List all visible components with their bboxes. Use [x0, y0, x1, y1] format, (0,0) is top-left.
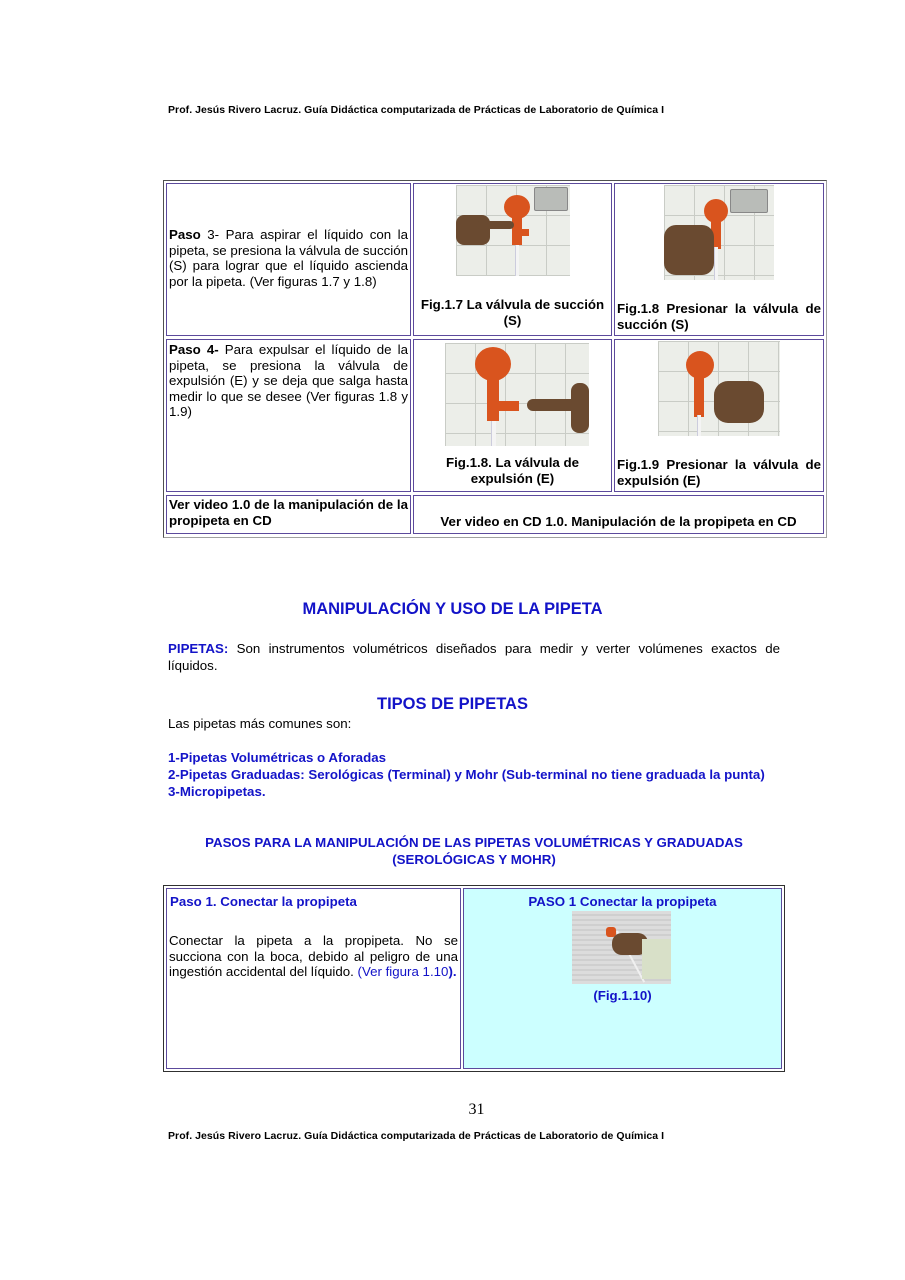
fig-1-9-cell [614, 339, 824, 492]
paso1-description [167, 932, 460, 981]
paso1-text: Conectar la pipeta a la propipeta. No se succiona con la boca, debido al peligro de una ingestión accidental del líquido. [169, 933, 458, 979]
fig-1-10-caption: (Fig.1.10) [593, 988, 652, 1003]
fig-1-8-caption: Fig.1.8 Presionar la válvula de succión (S) [617, 301, 821, 332]
fig-1-7-image [456, 185, 570, 276]
fig-1-10-image [572, 911, 671, 984]
step4-label: Paso 4- [169, 342, 219, 357]
propipeta-steps-table [163, 180, 827, 538]
paso1-table [163, 885, 785, 1072]
fig-ref-close: ). [448, 964, 457, 979]
section-title: MANIPULACIÓN Y USO DE LA PIPETA [302, 600, 603, 618]
tipos-title: TIPOS DE PIPETAS [377, 695, 528, 713]
pipetas-text: Son instrumentos volumétricos diseñados para medir y verter volúmenes exactos de líquidos. [168, 641, 780, 673]
pasos-title-line1: PASOS PARA LA MANIPULACIÓN DE LAS PIPETAS VOLUMÉTRICAS Y GRADUADAS [205, 835, 743, 850]
paso1-figure-title: PASO 1 Conectar la propipeta [528, 894, 717, 909]
type-item: 3-Micropipetas. [168, 784, 266, 799]
page-footer: Prof. Jesús Rivero Lacruz. Guía Didáctica computarizada de Prácticas de Laboratorio de Química I [168, 1130, 665, 1142]
page-header: Prof. Jesús Rivero Lacruz. Guía Didáctica computarizada de Prácticas de Laboratorio de Química I [168, 104, 665, 116]
paso1-text-cell [166, 888, 461, 1069]
fig-1-9-caption: Fig.1.9 Presionar la válvula de expulsión (E) [617, 457, 821, 488]
video-left-text: Ver video 1.0 de la manipulación de la propipeta en CD [169, 497, 408, 528]
step4-text [167, 341, 410, 421]
step3-text [167, 226, 410, 290]
fig-1-8b-image [445, 343, 589, 446]
paso1-figure-cell [463, 888, 782, 1069]
pasos-title-line2: (SEROLÓGICAS Y MOHR) [392, 852, 556, 867]
fig-1-10-reference: (Ver figura 1.10 [357, 964, 449, 979]
video-right-cell[interactable] [413, 495, 824, 534]
pipette-types-list [168, 749, 780, 800]
video-link[interactable]: Ver video en CD 1.0. Manipulación de la propipeta en CD [440, 514, 797, 529]
pipetas-definition [168, 640, 780, 674]
step3-description: 3- Para aspirar el líquido con la pipeta, se presiona la válvula de succión (S) para lograr que el líquido ascienda por la pipeta. (Ver figuras 1.7 y 1.8) [169, 227, 408, 289]
fig-1-7-cell [413, 183, 612, 336]
pipetas-label: PIPETAS: [168, 641, 229, 656]
fig-1-8b-cell [413, 339, 612, 492]
fig-1-7-caption: Fig.1.7 La válvula de succión (S) [420, 297, 605, 328]
pasos-title [168, 834, 780, 868]
paso1-title: Paso 1. Conectar la propipeta [170, 894, 357, 909]
step4-description: Para expulsar el líquido de la pipeta, se presiona la válvula de expulsión (E) y se deja que salga hasta medir lo que se desee (Ver figuras 1.8 y 1.9) [169, 342, 408, 419]
fig-1-8b-caption: Fig.1.8. La válvula de expulsión (E) [445, 455, 580, 486]
fig-1-8-cell [614, 183, 824, 336]
step3-label: Paso [169, 227, 201, 242]
type-item: 1-Pipetas Volumétricas o Aforadas [168, 750, 386, 765]
step3-cell [166, 183, 411, 336]
page-number: 31 [468, 1101, 485, 1118]
fig-1-8-image [664, 185, 774, 280]
video-left-cell [166, 495, 411, 534]
tipos-intro: Las pipetas más comunes son: [168, 716, 352, 731]
fig-1-9-image [658, 341, 780, 436]
type-item: 2-Pipetas Graduadas: Serológicas (Terminal) y Mohr (Sub-terminal no tiene graduada la punta) [168, 767, 765, 782]
step4-cell [166, 339, 411, 492]
